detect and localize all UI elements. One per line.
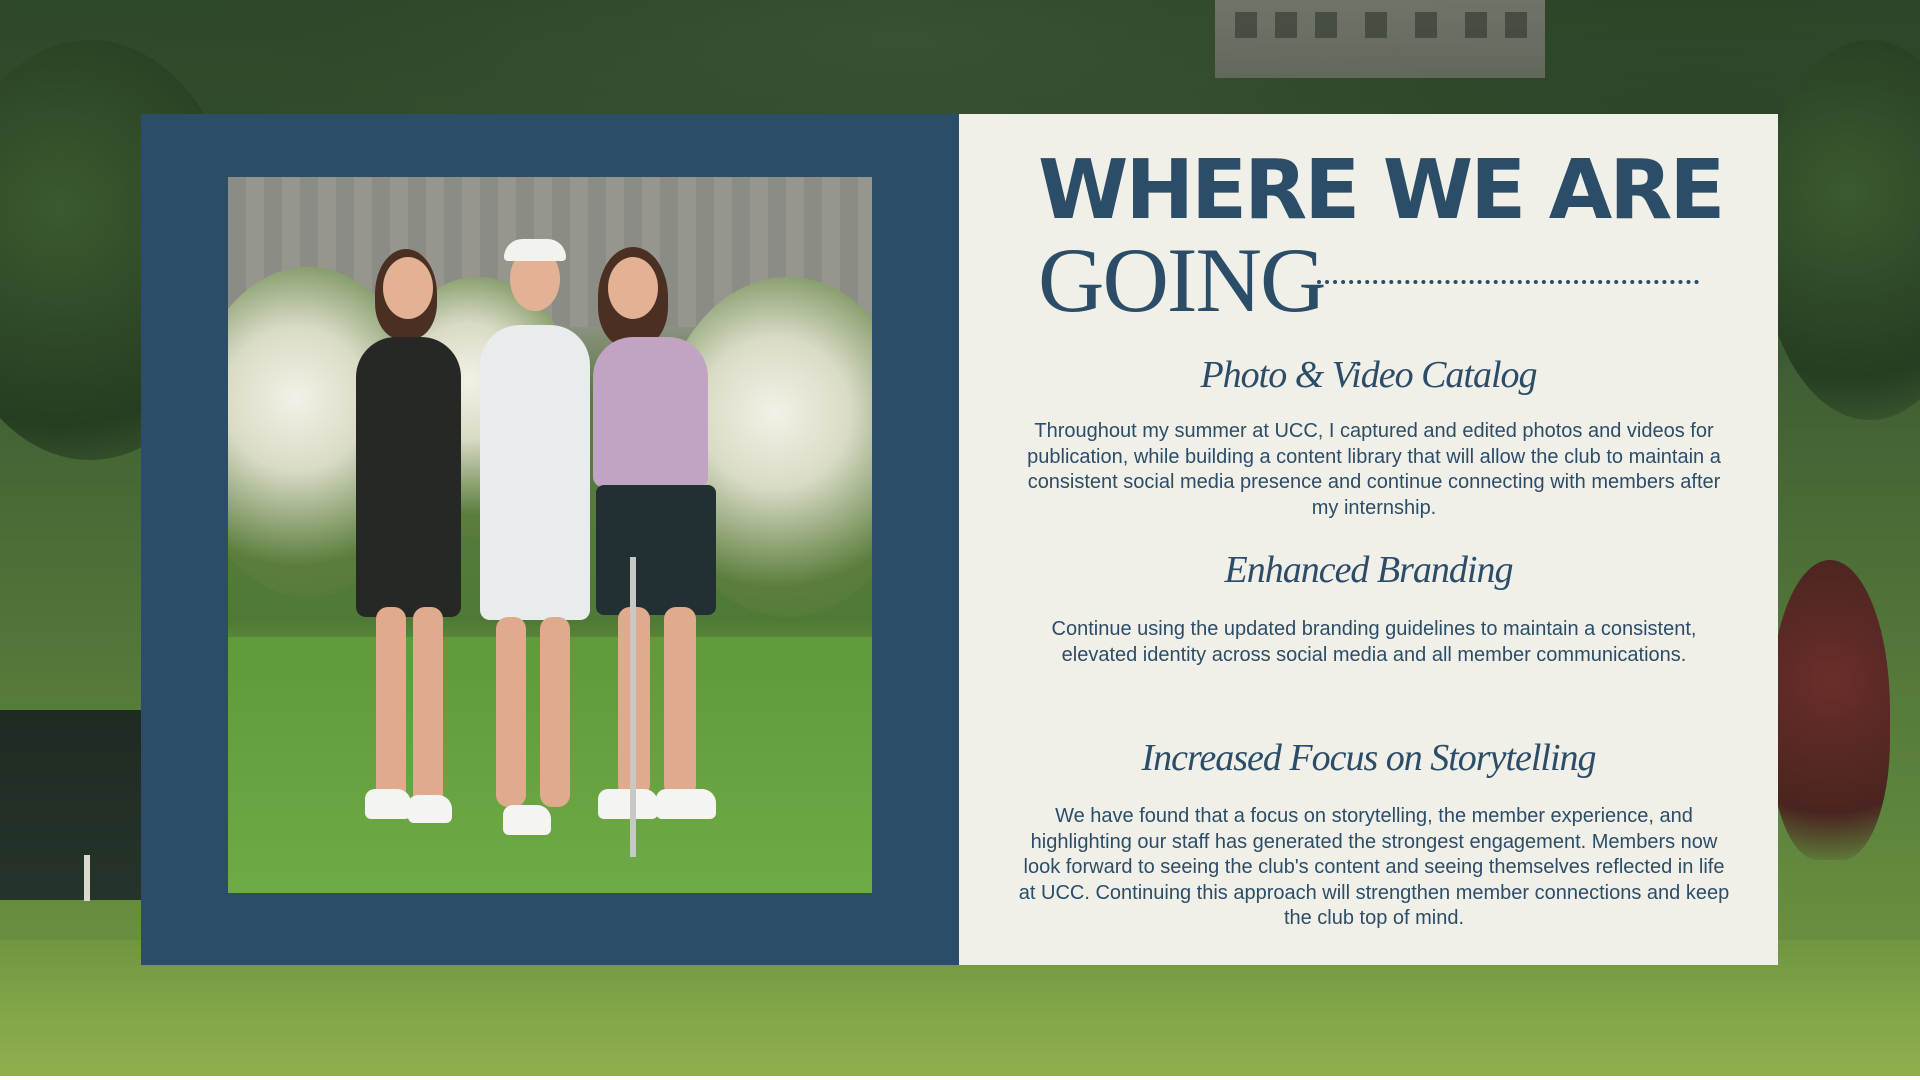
section-title-catalog: Photo & Video Catalog: [1200, 354, 1537, 396]
section-title-branding: Enhanced Branding: [1224, 549, 1513, 591]
section-body-catalog: Throughout my summer at UCC, I captured and edited photos and videos for publication, while building a content library that will allow the club to maintain a consistent social media presence and continue connecting with members after my internship.: [1027, 420, 1721, 519]
section-title-storytelling: Increased Focus on Storytelling: [1141, 737, 1596, 779]
section-body-storytelling: We have found that a focus on storytelling, the member experience, and highlighting our staff has generated the strongest engagement. Members now look forward to seeing the club's content and seeing themselves reflected in life at UCC. Continuing this approach will strengthen member connections and keep the club top of mind.: [1018, 805, 1730, 929]
dotted-divider: [1317, 280, 1699, 284]
section-body-branding: Continue using the updated branding guidelines to maintain a consistent, elevated identity across social media and all member communications.: [1051, 618, 1697, 666]
headline-line-1: WHERE WE ARE: [1038, 143, 1723, 238]
team-photo: [228, 177, 872, 893]
background-building: [1215, 0, 1545, 78]
background-shrub: [1770, 560, 1890, 860]
text-panel: [959, 114, 1778, 965]
background-flag-post: [84, 855, 90, 901]
golf-club: [630, 557, 636, 857]
background-tree: [1760, 40, 1920, 420]
headline-line-2: GOING: [1038, 229, 1325, 331]
content-card: [141, 114, 1778, 965]
photo-panel: [141, 114, 959, 965]
background-pond: [0, 710, 145, 900]
